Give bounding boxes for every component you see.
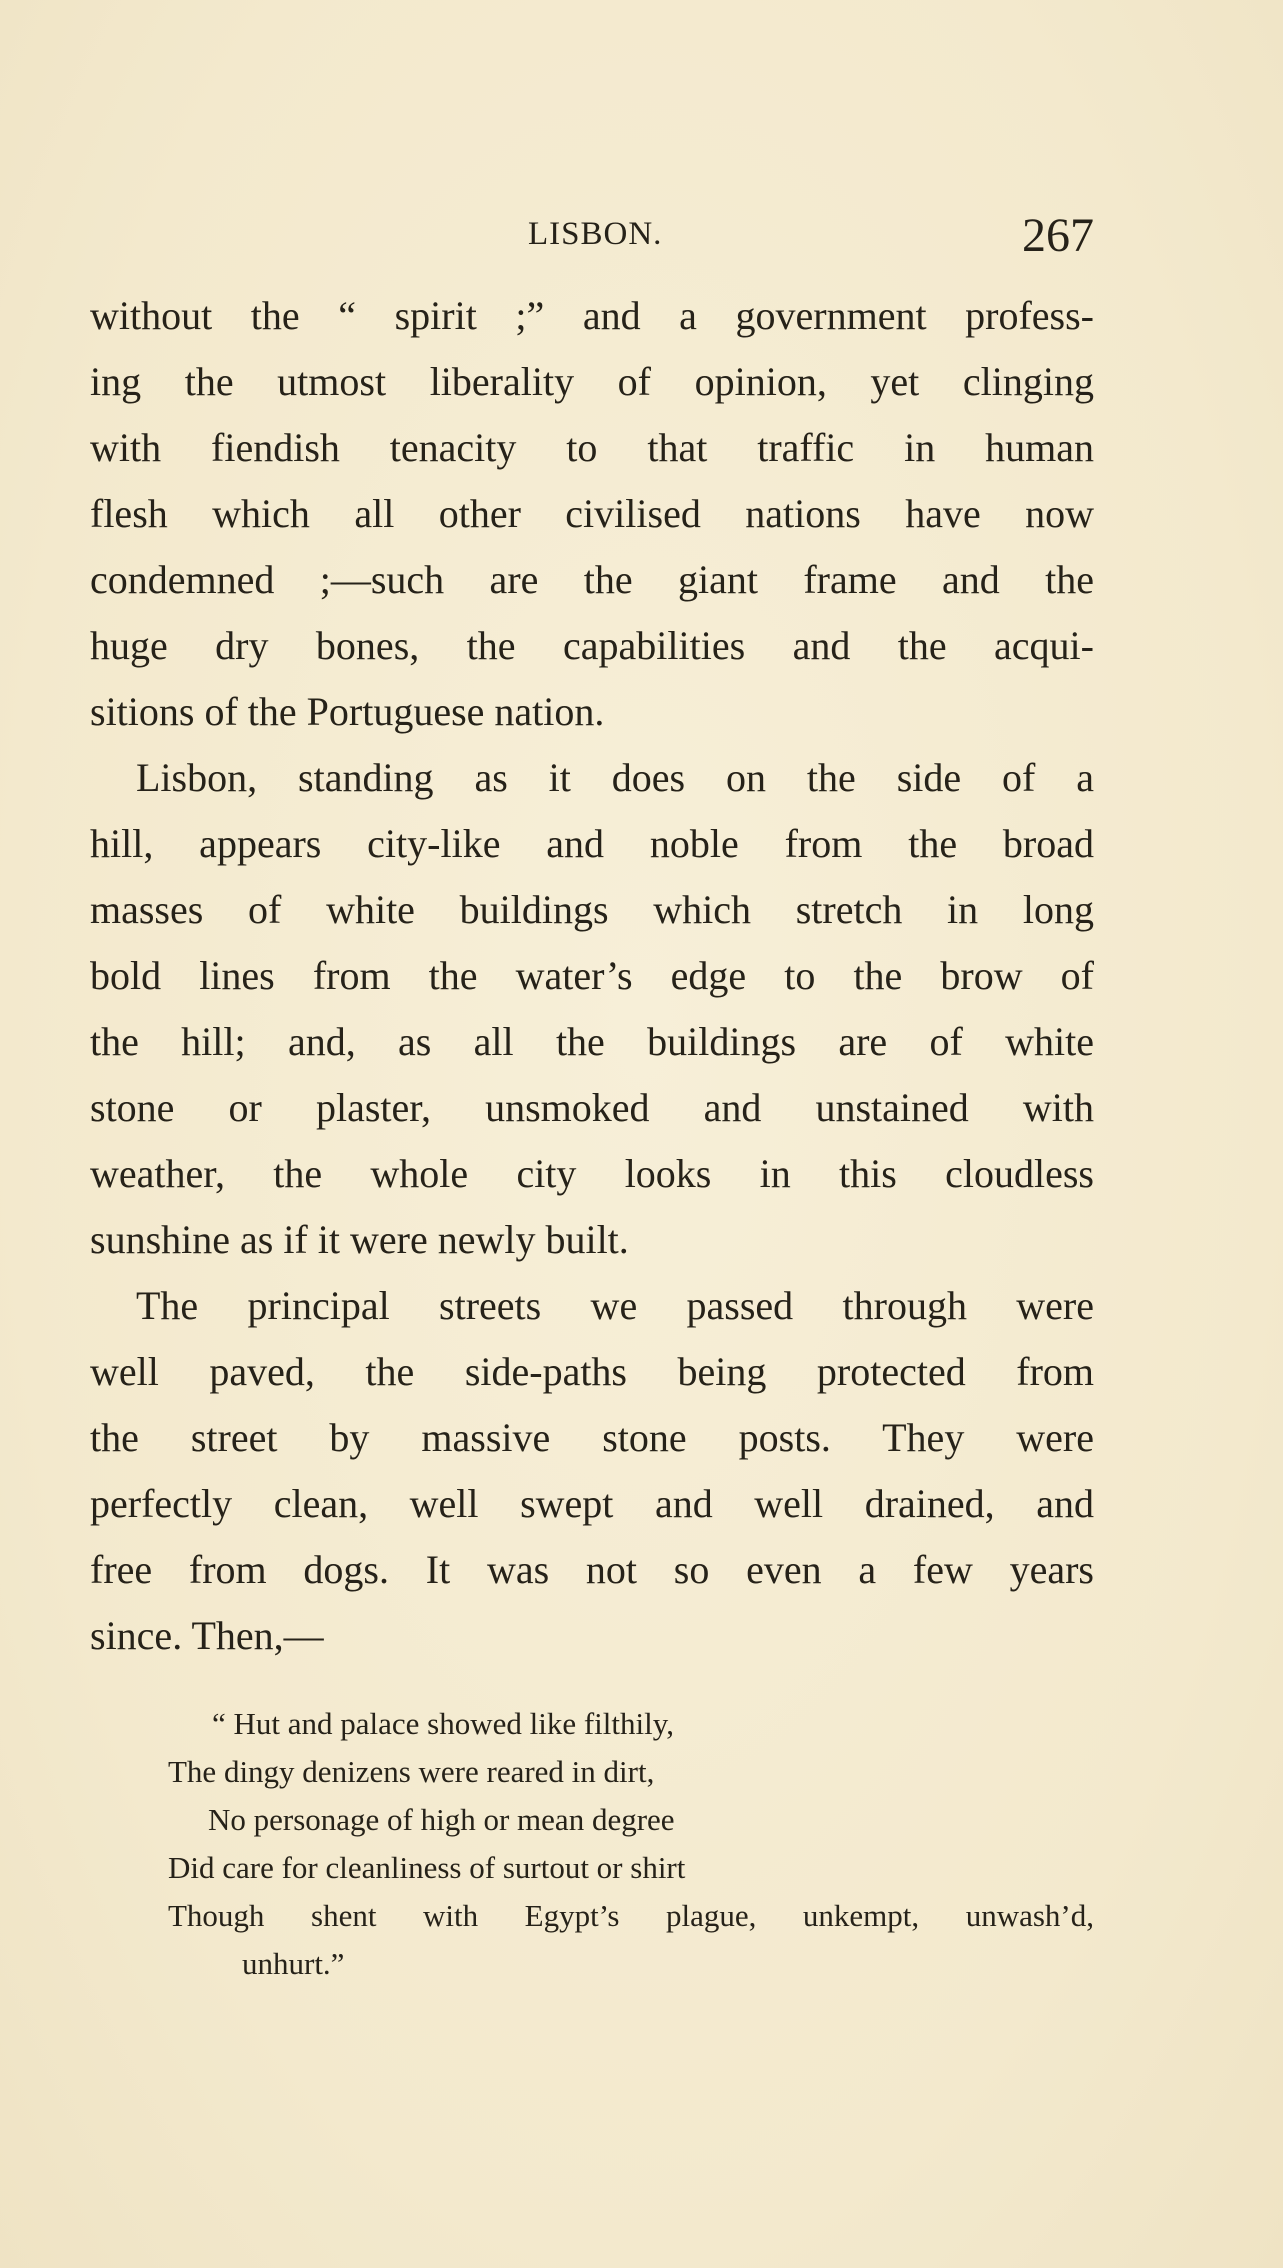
verse-line: unhurt.” bbox=[242, 1946, 345, 1981]
page-number: 267 bbox=[1022, 209, 1094, 262]
text-line: the hill; and, as all the buildings are of white bbox=[90, 1019, 1094, 1064]
text-line: masses of white buildings which stretch in long bbox=[90, 887, 1094, 932]
text-line: free from dogs. It was not so even a few years bbox=[90, 1547, 1094, 1592]
text-line: sitions of the Portuguese nation. bbox=[90, 689, 605, 734]
text-line: without the “ spirit ;” and a government profess- bbox=[90, 293, 1094, 338]
text-line: perfectly clean, well swept and well drained, and bbox=[90, 1481, 1094, 1526]
verse-line: No personage of high or mean degree bbox=[208, 1802, 675, 1837]
text-line: ing the utmost liberality of opinion, yet clinging bbox=[90, 359, 1094, 404]
text-line: hill, appears city-like and noble from the broad bbox=[90, 821, 1094, 866]
running-title: LISBON. bbox=[528, 216, 663, 252]
running-head bbox=[90, 208, 1094, 268]
verse-line: “ Hut and palace showed like filthily, bbox=[212, 1706, 674, 1741]
text-line: since. Then,— bbox=[90, 1613, 324, 1658]
verse-line: Did care for cleanliness of surtout or shirt bbox=[168, 1850, 686, 1885]
text-line: bold lines from the water’s edge to the brow of bbox=[90, 953, 1094, 998]
verse-quotation bbox=[90, 1700, 1094, 1988]
body-text bbox=[90, 283, 1094, 1669]
text-line: flesh which all other civilised nations have now bbox=[90, 491, 1094, 536]
text-line: the street by massive stone posts. They were bbox=[90, 1415, 1094, 1460]
text-line: weather, the whole city looks in this cloudless bbox=[90, 1151, 1094, 1196]
verse-line: The dingy denizens were reared in dirt, bbox=[168, 1754, 655, 1789]
text-line: condemned ;—such are the giant frame and the bbox=[90, 557, 1094, 602]
text-line: stone or plaster, unsmoked and unstained with bbox=[90, 1085, 1094, 1130]
paragraph-first-line: The principal streets we passed through were bbox=[136, 1283, 1094, 1328]
text-line: sunshine as if it were newly built. bbox=[90, 1217, 629, 1262]
text-line: huge dry bones, the capabilities and the acqui- bbox=[90, 623, 1094, 668]
verse-line: Though shent with Egypt’s plague, unkempt, unwash’d, bbox=[168, 1898, 1094, 1933]
text-line: with fiendish tenacity to that traffic in human bbox=[90, 425, 1094, 470]
text-line: well paved, the side-paths being protected from bbox=[90, 1349, 1094, 1394]
paragraph-first-line: Lisbon, standing as it does on the side of a bbox=[136, 755, 1094, 800]
